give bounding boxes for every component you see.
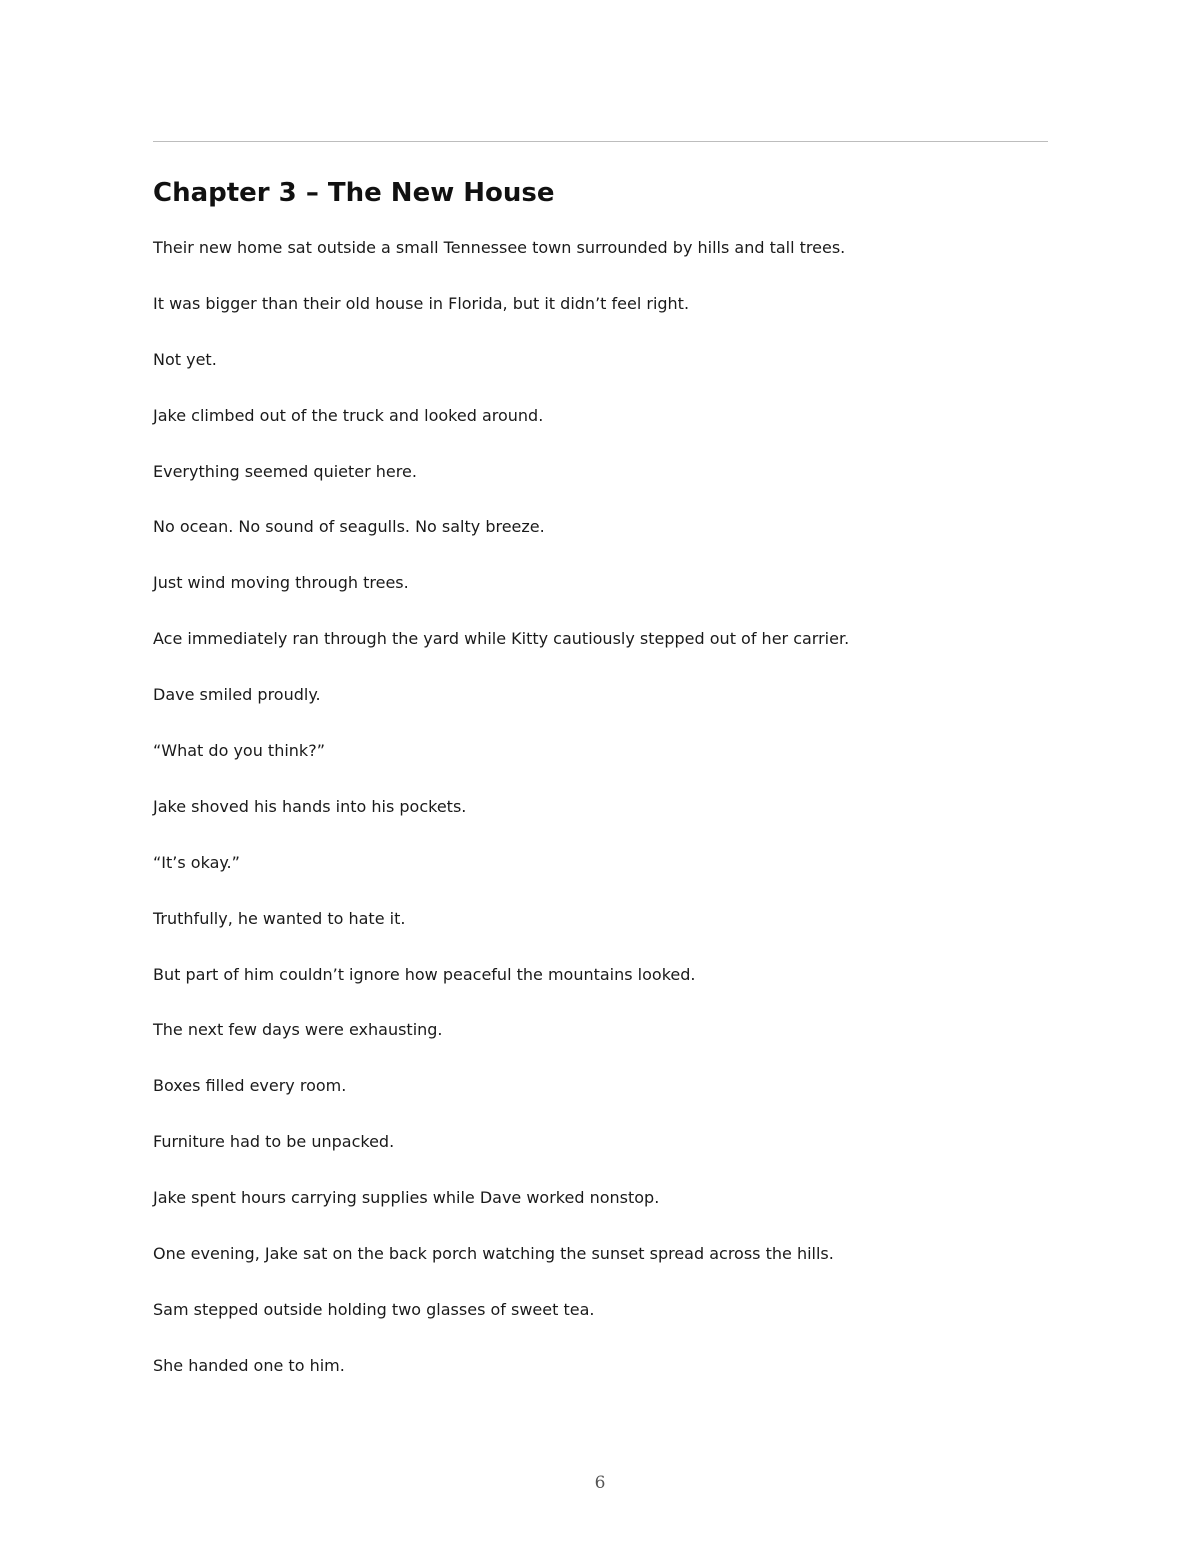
paragraph: No ocean. No sound of seagulls. No salty breeze. [153,517,545,537]
paragraph: She handed one to him. [153,1355,345,1375]
paragraph: One evening, Jake sat on the back porch watching the sunset spread across the hills. [153,1244,834,1264]
paragraph: Boxes filled every room. [153,1076,347,1096]
paragraph: But part of him couldn’t ignore how peaceful the mountains looked. [153,964,696,984]
paragraph: Dave smiled proudly. [153,685,321,705]
paragraph: It was bigger than their old house in Florida, but it didn’t feel right. [153,293,690,313]
paragraph: Truthfully, he wanted to hate it. [153,908,406,928]
paragraph: Not yet. [153,349,217,369]
paragraph: “What do you think?” [153,741,325,761]
chapter-title: Chapter 3 – The New House [153,178,555,208]
paragraph: Ace immediately ran through the yard while Kitty cautiously stepped out of her carrier. [153,629,850,649]
chapter-body [153,234,1053,1408]
paragraph: Their new home sat outside a small Tennessee town surrounded by hills and tall trees. [153,238,846,257]
paragraph: Jake spent hours carrying supplies while Dave worked nonstop. [153,1188,660,1208]
page-number: 6 [594,1473,606,1493]
paragraph: The next few days were exhausting. [153,1020,443,1040]
paragraph: Just wind moving through trees. [153,573,409,593]
header-divider [153,141,1048,142]
paragraph: Sam stepped outside holding two glasses of sweet tea. [153,1299,595,1319]
paragraph: Everything seemed quieter here. [153,461,417,481]
paragraph: Furniture had to be unpacked. [153,1132,395,1152]
paragraph: Jake climbed out of the truck and looked around. [153,405,544,425]
paragraph: Jake shoved his hands into his pockets. [153,796,467,816]
paragraph: “It’s okay.” [153,852,240,872]
